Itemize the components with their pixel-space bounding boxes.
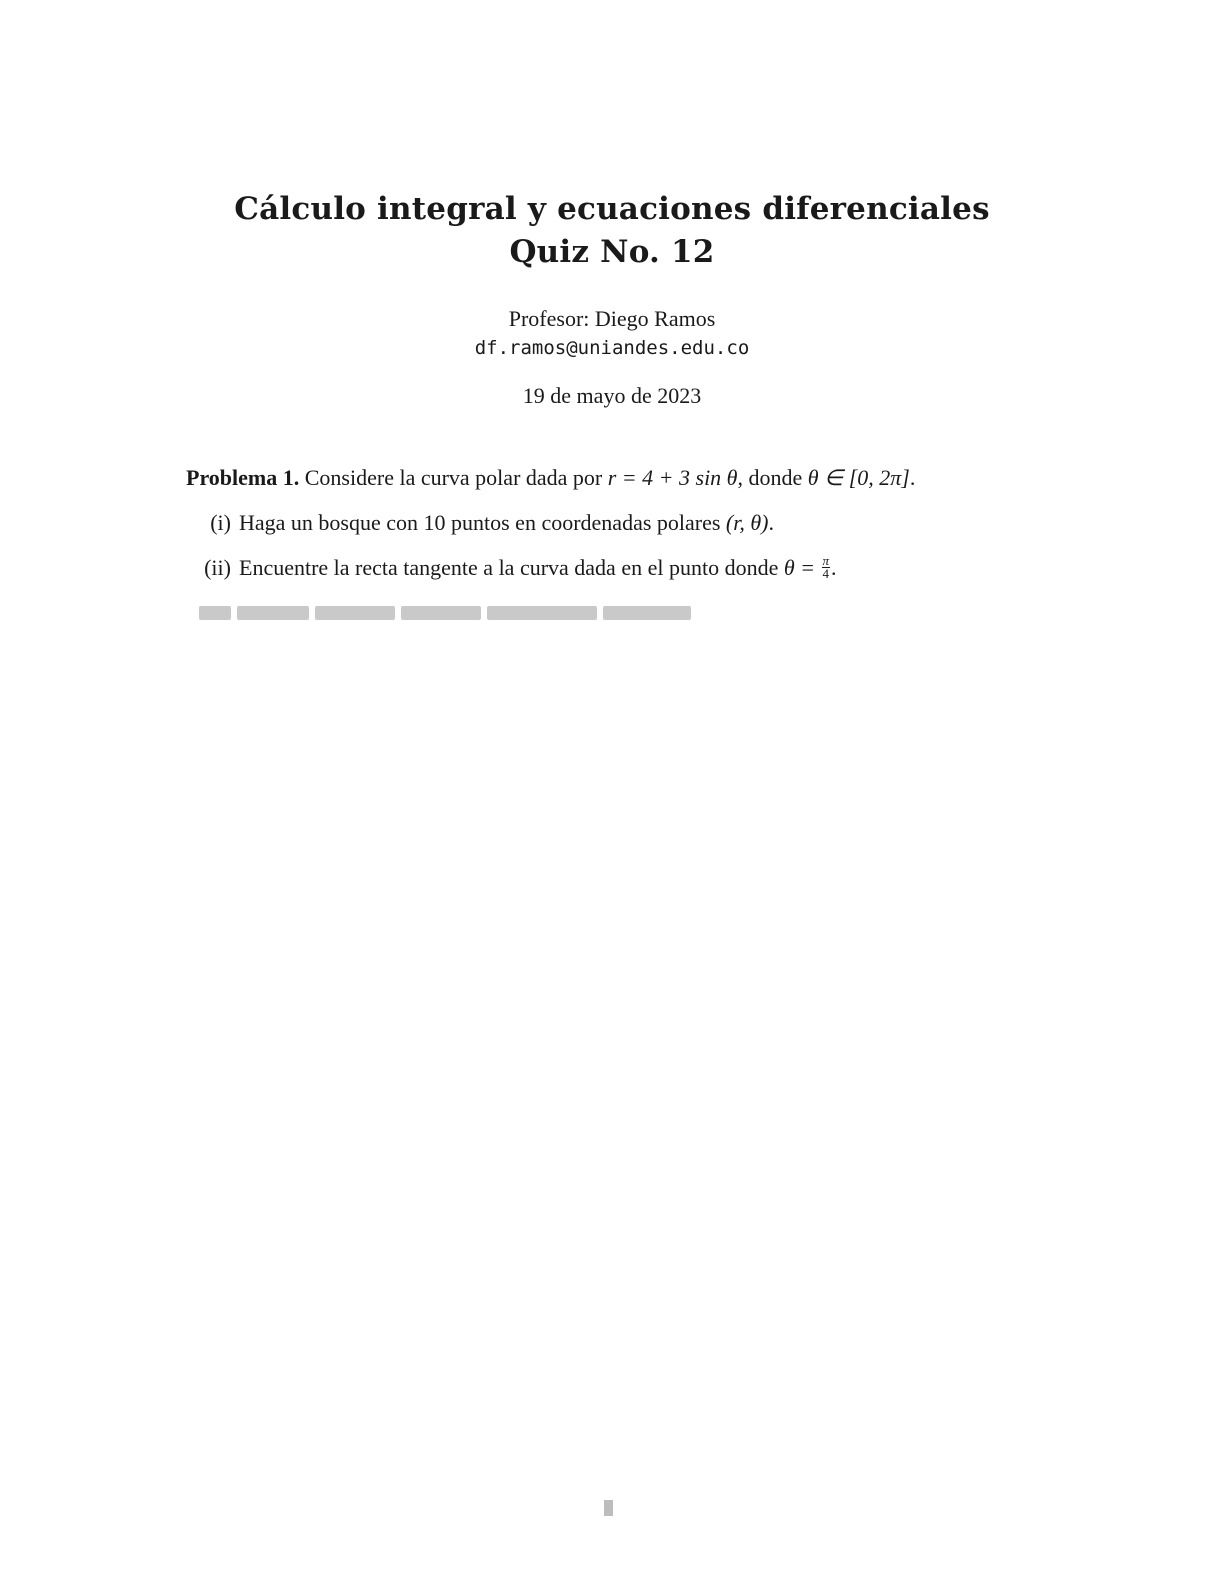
quiz-number: Quiz No. 12	[509, 234, 715, 270]
problem-text: Considere la curva polar dada por	[304, 465, 603, 490]
problem-text-middle: , donde	[737, 465, 803, 490]
polar-equation: r = 4 + 3 sin θ	[607, 465, 738, 490]
redaction-block	[315, 606, 395, 620]
document-title: Cálculo integral y ecuaciones diferenciales	[234, 191, 990, 227]
fraction-denominator: 4	[822, 566, 829, 582]
item-math: (r, θ)	[725, 510, 769, 535]
fraction-pi-over-4	[822, 555, 831, 580]
item-number: (ii)	[204, 555, 231, 580]
professor-email: df.ramos@uniandes.edu.co	[474, 337, 750, 359]
redaction-block	[487, 606, 597, 620]
redacted-item	[199, 602, 691, 624]
list-item	[197, 510, 774, 536]
item-number: (i)	[210, 510, 231, 535]
problem-statement	[186, 465, 1046, 491]
redaction-block	[237, 606, 309, 620]
item-text: Encuentre la recta tangente a la curva dada en el punto donde	[239, 555, 779, 580]
redacted-page-number	[604, 1500, 613, 1516]
fraction-numerator: π	[822, 553, 830, 569]
problem-text-end: .	[909, 465, 916, 490]
item-end: .	[768, 510, 775, 535]
item-end: .	[831, 555, 837, 580]
document-date: 19 de mayo de 2023	[522, 383, 702, 408]
redaction-block	[603, 606, 691, 620]
list-item	[197, 555, 837, 582]
professor-name: Profesor: Diego Ramos	[508, 306, 716, 331]
item-text: Haga un bosque con 10 puntos en coordenadas polares	[239, 510, 721, 535]
problem-label: Problema 1.	[186, 465, 300, 490]
theta-domain: θ ∈ [0, 2π]	[807, 465, 910, 490]
redaction-block	[401, 606, 481, 620]
item-math: θ =	[783, 555, 815, 580]
redaction-block	[199, 606, 231, 620]
